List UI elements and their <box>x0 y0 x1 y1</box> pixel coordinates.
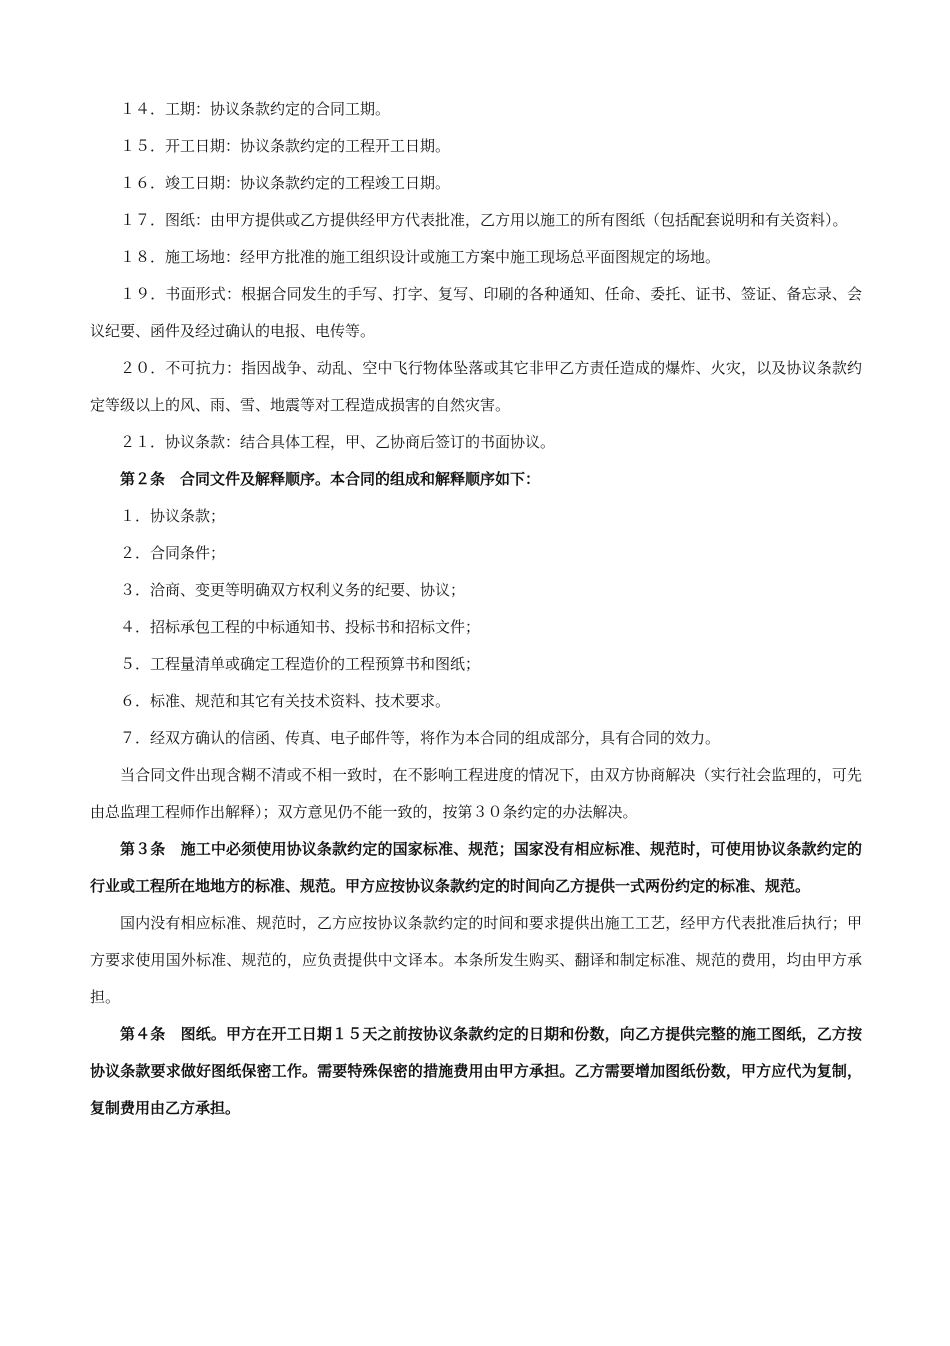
clause-18-site: １８．施工场地：经甲方批准的施工组织设计或施工方案中施工现场总平面图规定的场地。 <box>120 248 721 266</box>
list-item-1: １．协议条款； <box>120 507 226 525</box>
clause-14-schedule: １４．工期：协议条款约定的合同工期。 <box>120 100 391 118</box>
article-3-paragraph: 国内没有相应标准、规范时，乙方应按协议条款约定的时间和要求提供出施工工艺，经甲方代表批准后执行；甲方要求使用国外标准、规范的，应负责提供中文译本。本条所发生购买、翻译和制定标准、规范的费用，均由甲方承担。 <box>90 914 862 1006</box>
clause-21-agreement-terms: ２１．协议条款：结合具体工程，甲、乙协商后签订的书面协议。 <box>120 433 556 451</box>
clause-17-drawings: １７．图纸：由甲方提供或乙方提供经甲方代表批准，乙方用以施工的所有图纸（包括配套说明和有关资料）。 <box>120 211 848 229</box>
list-item-3: ３．洽商、变更等明确双方权利义务的纪要、协议； <box>120 581 466 599</box>
list-item-7: ７．经双方确认的信函、传真、电子邮件等，将作为本合同的组成部分，具有合同的效力。 <box>120 729 721 747</box>
article-2-heading: 第２条 合同文件及解释顺序。本合同的组成和解释顺序如下： <box>120 470 541 488</box>
clause-16-completion-date: １６．竣工日期：协议条款约定的工程竣工日期。 <box>120 174 451 192</box>
list-item-4: ４．招标承包工程的中标通知书、投标书和招标文件； <box>120 618 481 636</box>
clause-20-force-majeure: ２０．不可抗力：指因战争、动乱、空中飞行物体坠落或其它非甲乙方责任造成的爆炸、火灾，以及协议条款约定等级以上的风、雨、雪、地震等对工程造成损害的自然灾害。 <box>90 359 862 414</box>
article-4-heading: 第４条 图纸。甲方在开工日期１５天之前按协议条款约定的日期和份数，向乙方提供完整的施工图纸，乙方按协议条款要求做好图纸保密工作。需要特殊保密的措施费用由甲方承担。乙方需要增加图纸份数，甲方应代为复制，复制费用由乙方承担。 <box>90 1025 862 1117</box>
clause-15-start-date: １５．开工日期：协议条款约定的工程开工日期。 <box>120 137 451 155</box>
list-item-6: ６．标准、规范和其它有关技术资料、技术要求。 <box>120 692 451 710</box>
ambiguity-paragraph: 当合同文件出现含糊不清或不相一致时，在不影响工程进度的情况下，由双方协商解决（实行社会监理的，可先由总监理工程师作出解释）；双方意见仍不能一致的，按第３０条约定的办法解决。 <box>90 766 862 821</box>
document-page <box>90 91 862 1127</box>
list-item-2: ２．合同条件； <box>120 544 226 562</box>
article-3-heading: 第３条 施工中必须使用协议条款约定的国家标准、规范；国家没有相应标准、规范时，可使用协议条款约定的行业或工程所在地地方的标准、规范。甲方应按协议条款约定的时间向乙方提供一式两份约定的标准、规范。 <box>90 840 862 895</box>
list-item-5: ５．工程量清单或确定工程造价的工程预算书和图纸； <box>120 655 481 673</box>
clause-19-written-form: １９．书面形式：根据合同发生的手写、打字、复写、印刷的各种通知、任命、委托、证书、签证、备忘录、会议纪要、函件及经过确认的电报、电传等。 <box>90 285 862 340</box>
